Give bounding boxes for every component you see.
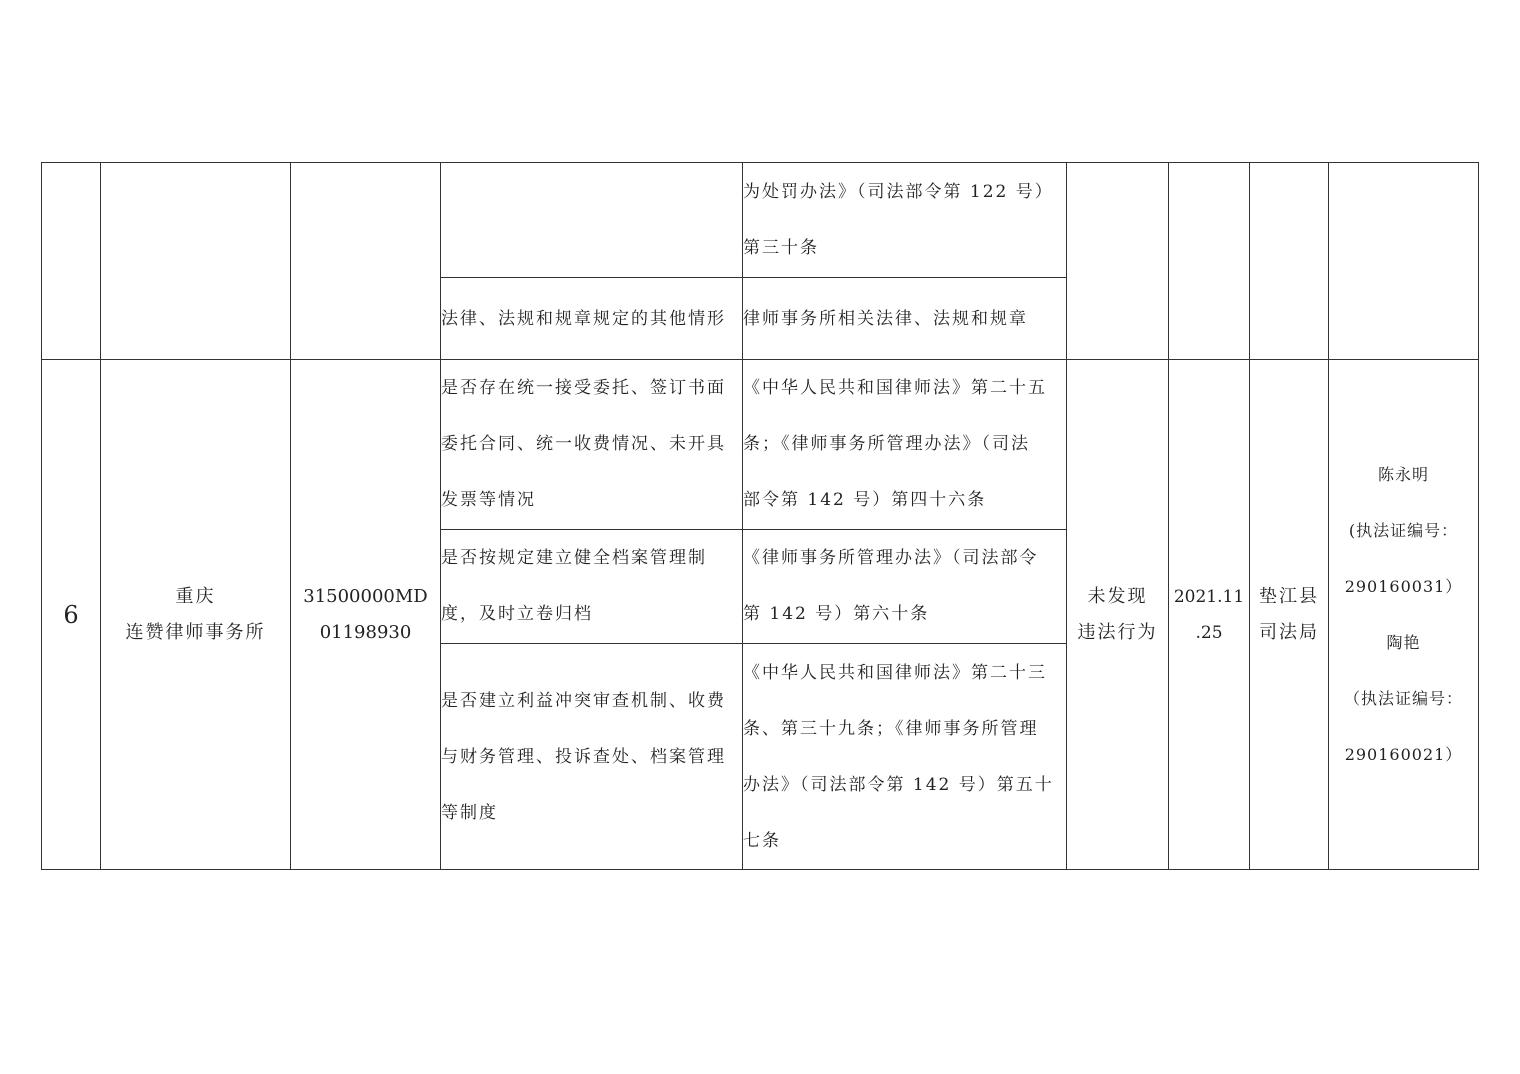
date-cell [1169, 163, 1250, 360]
credit-code-line: 01198930 [319, 621, 412, 643]
credit-code-line: 31500000MD [303, 585, 428, 607]
basis-cell [743, 163, 1067, 278]
content-cell [441, 530, 743, 644]
basis-line: 部令第 142 号）第四十六条 [743, 490, 987, 510]
row-index: 6 [63, 600, 79, 629]
basis-line: 律师事务所相关法律、法规和规章 [743, 308, 1028, 329]
basis-cell [743, 360, 1067, 530]
basis-line: 《律师事务所管理办法》（司法部令 [743, 548, 1039, 568]
content-cell [441, 360, 743, 530]
basis-line: 第三十条 [743, 238, 819, 258]
content-line: 是否按规定建立健全档案管理制 [441, 548, 707, 568]
result-cell [1067, 163, 1169, 360]
date-line: .25 [1195, 622, 1223, 643]
code-cell [291, 163, 441, 360]
content-line: 是否存在统一接受委托、签订书面 [441, 378, 726, 398]
content-line: 度，及时立卷归档 [441, 604, 593, 624]
basis-cell [743, 530, 1067, 644]
agency-line: 垫江县 [1259, 585, 1319, 607]
basis-line: 七条 [743, 830, 781, 851]
basis-line: 条；《律师事务所管理办法》（司法 [743, 434, 1030, 454]
name-cell [101, 163, 291, 360]
officer-line: (执法证编号： [1348, 520, 1459, 540]
officer-cell [1329, 360, 1479, 870]
date-cell [1169, 360, 1250, 870]
content-line: 是否建立利益冲突审查机制、收费 [441, 690, 726, 711]
content-cell [441, 278, 743, 360]
content-cell [441, 644, 743, 870]
basis-line: 条、第三十九条；《律师事务所管理 [743, 718, 1039, 739]
inspection-table [41, 162, 1479, 870]
agency-cell [1250, 360, 1329, 870]
firm-name-line: 重庆 [175, 585, 216, 607]
date-line: 2021.11 [1173, 586, 1245, 607]
basis-line: 第 142 号）第六十条 [743, 604, 930, 624]
basis-line: 办法》（司法部令第 142 号）第五十 [743, 774, 1054, 795]
name-cell [101, 360, 291, 870]
officer-line: 290160031） [1344, 576, 1463, 596]
index-cell [42, 163, 101, 360]
basis-cell [743, 644, 1067, 870]
content-line: 法律、法规和规章规定的其他情形 [441, 308, 726, 329]
agency-cell [1250, 163, 1329, 360]
officer-cell [1329, 163, 1479, 360]
officer-line: 陶艳 [1386, 632, 1421, 652]
content-line: 与财务管理、投诉查处、档案管理 [441, 746, 726, 767]
result-line: 未发现 [1087, 585, 1148, 607]
content-line: 委托合同、统一收费情况、未开具 [441, 434, 726, 454]
table-row [42, 360, 1479, 530]
officer-line: 陈永明 [1377, 464, 1429, 484]
basis-line: 《中华人民共和国律师法》第二十五 [743, 378, 1047, 398]
basis-line: 《中华人民共和国律师法》第二十三 [743, 662, 1047, 683]
agency-line: 司法局 [1259, 621, 1319, 643]
basis-line: 为处罚办法》（司法部令第 122 号） [743, 182, 1054, 202]
code-cell [291, 360, 441, 870]
content-line: 发票等情况 [441, 490, 536, 510]
table-row [42, 163, 1479, 278]
result-line: 违法行为 [1077, 621, 1158, 643]
index-cell [42, 360, 101, 870]
content-cell [441, 163, 743, 278]
firm-name-line: 连赞律师事务所 [125, 621, 266, 643]
basis-cell [743, 278, 1067, 360]
officer-line: （执法证编号： [1343, 688, 1463, 708]
officer-line: 290160021） [1344, 744, 1463, 764]
result-cell [1067, 360, 1169, 870]
content-line: 等制度 [441, 802, 498, 823]
